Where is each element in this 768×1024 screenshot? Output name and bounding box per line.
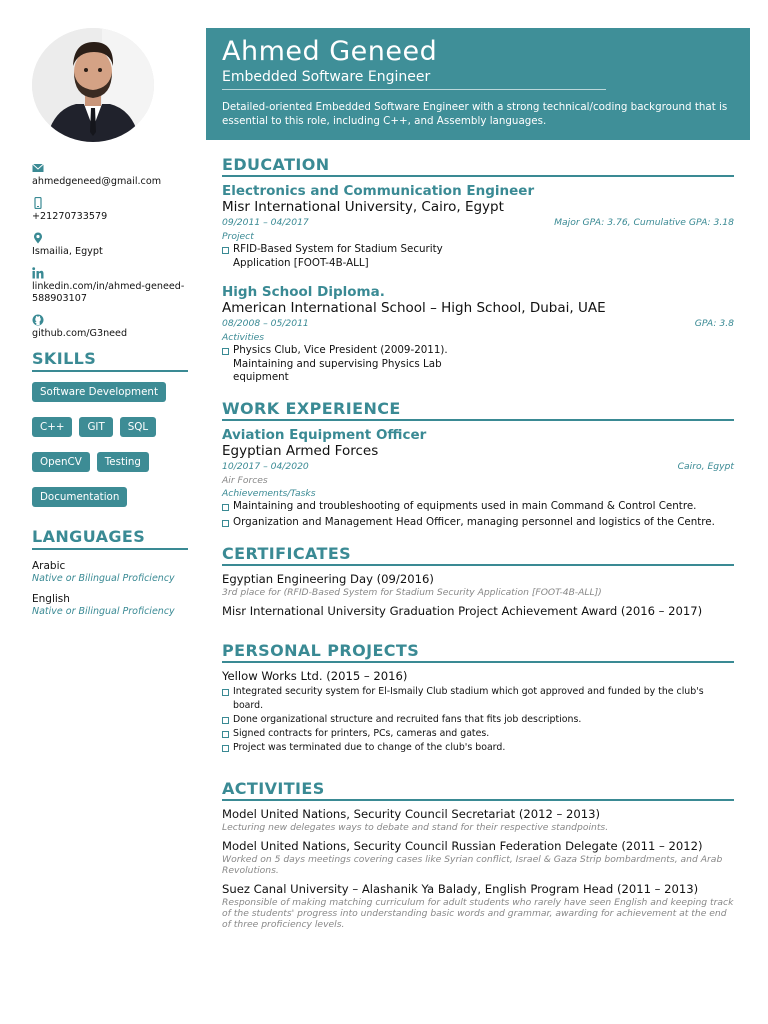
education-heading: EDUCATION <box>222 155 734 177</box>
certificate-title: Egyptian Engineering Day (09/2016) <box>222 571 434 586</box>
work-section <box>222 399 734 530</box>
education-section <box>222 155 734 385</box>
entry-label: Project <box>222 231 254 242</box>
activity-desc: Worked on 5 days meetings covering cases like Syrian conflict, Israel & Gaza Strip bombardments, and Arab Revolutions. <box>222 853 723 876</box>
projects-section <box>222 641 734 755</box>
skill-tag: Documentation <box>32 487 127 507</box>
skill-row <box>32 452 188 472</box>
bullet-list <box>222 500 734 530</box>
employer: Egyptian Armed Forces <box>222 442 379 459</box>
bullet-item: Done organizational structure and recruited fans that fits job descriptions. <box>222 713 734 727</box>
header-band <box>206 28 750 140</box>
activity-item <box>222 839 734 876</box>
certificates-section <box>222 544 734 619</box>
profile-photo <box>32 28 154 142</box>
skills-section <box>32 349 188 507</box>
entry-meta <box>222 460 734 474</box>
entry-meta <box>222 216 734 230</box>
entry-label: Achievements/Tasks <box>222 487 316 499</box>
contact-phone[interactable] <box>32 197 188 223</box>
skill-row <box>32 382 188 402</box>
contact-list <box>32 162 188 340</box>
languages-section <box>32 527 188 618</box>
degree-title: Electronics and Communication Engineer <box>222 183 535 199</box>
bullet-item: Organization and Management Head Officer, managing personnel and logistics of the Centre. <box>222 516 734 530</box>
contact-github-text: github.com/G3need <box>32 328 128 339</box>
activity-title: Suez Canal University – Alashanik Ya Balady, English Program Head (2011 – 2013) <box>222 881 699 896</box>
profile-title: Embedded Software Engineer <box>222 68 606 90</box>
contact-linkedin-text: linkedin.com/in/ahmed-geneed-588903107 <box>32 281 185 304</box>
skill-tag: GIT <box>79 417 112 437</box>
project-title: Yellow Works Ltd. (2015 – 2016) <box>222 668 408 683</box>
languages-heading: LANGUAGES <box>32 527 188 550</box>
language-name: English <box>32 593 70 605</box>
profile-summary: Detailed-oriented Embedded Software Engineer with a strong technical/coding background that is essential to this role, including C++, and Assembly languages. <box>222 101 728 127</box>
entry-dates: 09/2011 – 04/2017 <box>222 217 309 228</box>
email-icon <box>32 162 44 174</box>
certificates-heading: CERTIFICATES <box>222 544 734 566</box>
bullet-item: Integrated security system for El-Ismaily Club stadium which got approved and funded by the club's board. <box>222 685 734 713</box>
bullet-list <box>222 243 734 270</box>
profile-name: Ahmed Geneed <box>222 36 438 67</box>
language-item <box>32 593 188 618</box>
bullet-list <box>222 344 734 385</box>
projects-heading: PERSONAL PROJECTS <box>222 641 734 663</box>
skill-tag: SQL <box>120 417 156 437</box>
institution: Misr International University, Cairo, Egypt <box>222 199 504 215</box>
skill-row <box>32 487 188 507</box>
language-level: Native or Bilingual Proficiency <box>32 573 175 584</box>
github-icon <box>32 314 44 326</box>
skill-tag: Software Development <box>32 382 166 402</box>
language-name: Arabic <box>32 560 66 572</box>
contact-linkedin[interactable] <box>32 267 188 305</box>
degree-title: High School Diploma. <box>222 284 385 300</box>
entry-dates: 08/2008 – 05/2011 <box>222 318 309 329</box>
contact-email[interactable] <box>32 162 188 188</box>
contact-location <box>32 232 188 258</box>
certificate-item <box>222 572 734 598</box>
entry-location: Cairo, Egypt <box>677 460 734 472</box>
main-column <box>222 155 734 944</box>
contact-phone-text: +21270733579 <box>32 211 108 222</box>
linkedin-icon <box>32 267 44 279</box>
entry-gpa: GPA: 3.8 <box>694 318 734 329</box>
activities-section <box>222 779 734 930</box>
activity-title: Model United Nations, Security Council Russian Federation Delegate (2011 – 2012) <box>222 838 703 853</box>
entry-meta <box>222 317 734 331</box>
work-entry <box>222 427 734 530</box>
bullet-item: Maintaining and troubleshooting of equipments used in main Command & Control Centre. <box>222 500 734 514</box>
bullet-list <box>222 685 734 755</box>
entry-unit: Air Forces <box>222 474 268 486</box>
entry-label: Activities <box>222 332 265 343</box>
job-title: Aviation Equipment Officer <box>222 426 427 443</box>
certificate-desc: 3rd place for (RFID-Based System for Stadium Security Application [FOOT-4B-ALL]) <box>222 586 602 598</box>
bullet-item: Physics Club, Vice President (2009-2011). Maintaining and supervising Physics Lab equipment <box>222 344 457 385</box>
language-item <box>32 560 188 585</box>
activity-item <box>222 807 734 833</box>
skill-tag: Testing <box>97 452 149 472</box>
certificate-item <box>222 604 734 619</box>
sidebar <box>32 28 188 626</box>
activity-desc: Responsible of making matching curriculum for adult students who rarely have seen English and keeping track of the students' progress into understanding basic words and grammar, awarding for achievement at the end of three proficiency levels. <box>222 896 734 930</box>
education-entry <box>222 183 734 270</box>
activity-desc: Lecturing new delegates ways to debate and stand for their respective standpoints. <box>222 821 609 833</box>
activity-title: Model United Nations, Security Council Secretariat (2012 – 2013) <box>222 806 601 821</box>
skill-tag: C++ <box>32 417 72 437</box>
education-entry <box>222 284 734 385</box>
language-level: Native or Bilingual Proficiency <box>32 606 175 617</box>
contact-github[interactable] <box>32 314 188 340</box>
phone-icon <box>32 197 44 209</box>
skills-heading: SKILLS <box>32 349 188 372</box>
institution: American International School – High School, Dubai, UAE <box>222 300 606 316</box>
entry-dates: 10/2017 – 04/2020 <box>222 460 309 472</box>
contact-email-text: ahmedgeneed@gmail.com <box>32 176 162 187</box>
entry-gpa: Major GPA: 3.76, Cumulative GPA: 3.18 <box>554 217 734 228</box>
bullet-item: Signed contracts for printers, PCs, cameras and gates. <box>222 727 734 741</box>
location-icon <box>32 232 44 244</box>
bullet-item: RFID-Based System for Stadium Security Application [FOOT-4B-ALL] <box>222 243 457 270</box>
bullet-item: Project was terminated due to change of the club's board. <box>222 741 734 755</box>
work-heading: WORK EXPERIENCE <box>222 399 734 421</box>
contact-location-text: Ismailia, Egypt <box>32 246 103 257</box>
skill-row <box>32 417 188 437</box>
activity-item <box>222 882 734 930</box>
certificate-title: Misr International University Graduation Project Achievement Award (2016 – 2017) <box>222 603 703 618</box>
skill-tag: OpenCV <box>32 452 90 472</box>
activities-heading: ACTIVITIES <box>222 779 734 801</box>
